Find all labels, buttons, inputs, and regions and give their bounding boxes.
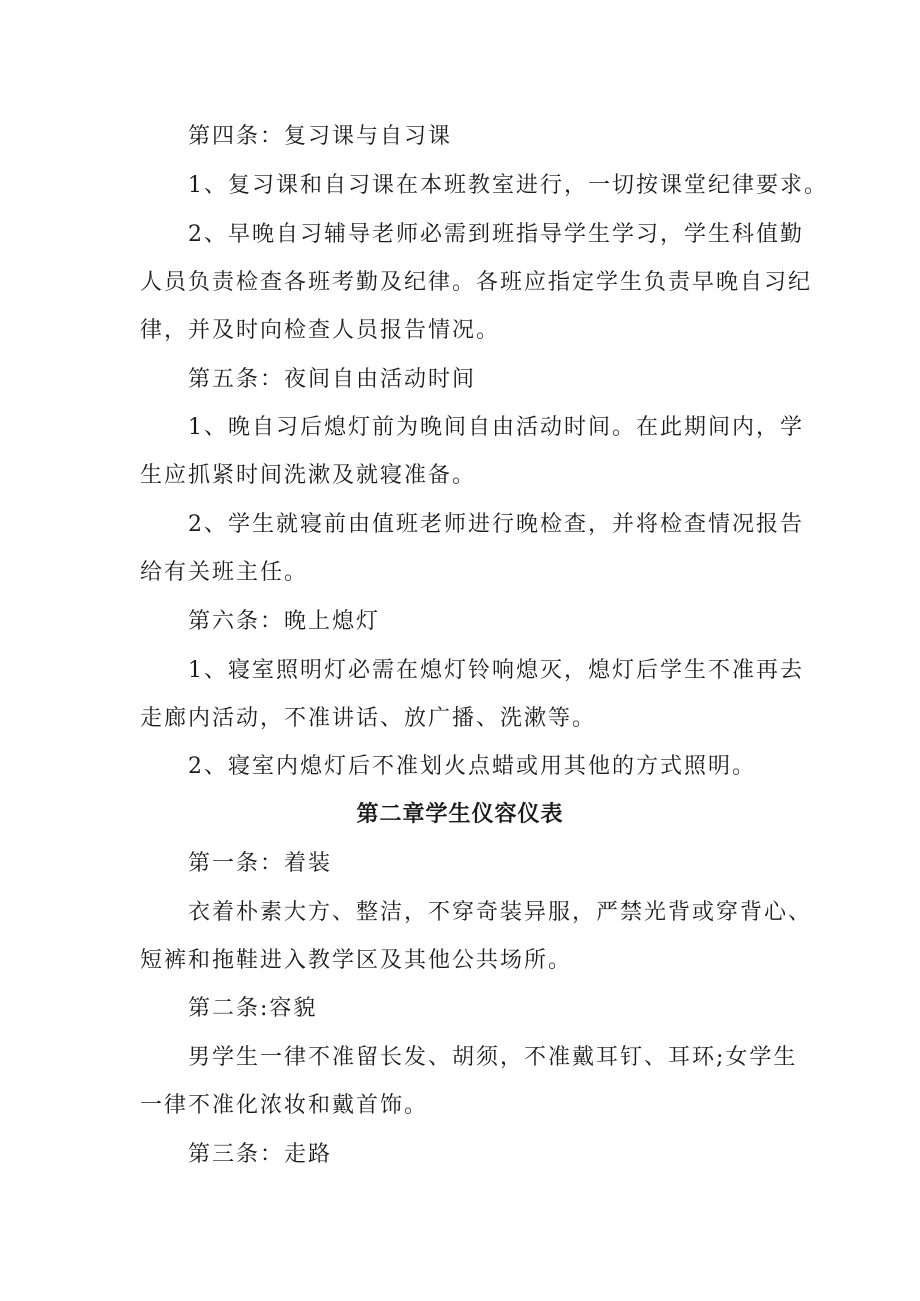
chapter-2-article-2-line-1: 男学生一律不准留长发、胡须，不准戴耳钉、耳环;女学生 xyxy=(188,1045,798,1070)
chapter-2-article-1-line-1: 衣着朴素大方、整洁，不穿奇装异服，严禁光背或穿背心、 xyxy=(188,900,813,925)
article-6-title: 第六条：晚上熄灯 xyxy=(188,609,381,634)
article-4-item-2-line-3: 律，并及时向检查人员报告情况。 xyxy=(140,318,501,343)
article-6-item-2: 2、寝室内熄灯后不准划火点蜡或用其他的方式照明。 xyxy=(188,754,756,779)
article-4-title: 第四条：复习课与自习课 xyxy=(188,124,453,149)
chapter-2-article-2-line-2: 一律不准化浓妆和戴首饰。 xyxy=(140,1093,429,1118)
article-4-item-2-line-1: 2、早晚自习辅导老师必需到班指导学生学习，学生科值勤 xyxy=(188,222,804,247)
article-4-item-1: 1、复习课和自习课在本班教室进行，一切按课堂纪律要求。 xyxy=(188,173,828,198)
chapter-2-article-2-title: 第二条:容貌 xyxy=(188,996,318,1021)
article-5-item-2-line-1: 2、学生就寝前由值班老师进行晚检查，并将检查情况报告 xyxy=(188,512,804,537)
article-6-item-1-line-1: 1、寝室照明灯必需在熄灯铃响熄灭，熄灯后学生不准再去 xyxy=(188,658,804,683)
article-5-title: 第五条：夜间自由活动时间 xyxy=(188,367,477,392)
chapter-2-article-3-title: 第三条：走路 xyxy=(188,1142,333,1167)
article-6-item-1-line-2: 走廊内活动，不准讲话、放广播、洗漱等。 xyxy=(140,706,597,731)
chapter-2-heading: 第二章学生仪容仪表 xyxy=(356,802,564,827)
article-5-item-1-line-2: 生应抓紧时间洗漱及就寝准备。 xyxy=(140,463,477,488)
chapter-2-article-1-line-2: 短裤和拖鞋进入教学区及其他公共场所。 xyxy=(140,948,573,973)
article-4-item-2-line-2: 人员负责检查各班考勤及纪律。各班应指定学生负责早晚自习纪 xyxy=(140,270,813,295)
article-5-item-2-line-2: 给有关班主任。 xyxy=(140,560,309,585)
chapter-2-article-1-title: 第一条：着装 xyxy=(188,851,333,876)
article-5-item-1-line-1: 1、晚自习后熄灯前为晚间自由活动时间。在此期间内，学 xyxy=(188,415,804,440)
